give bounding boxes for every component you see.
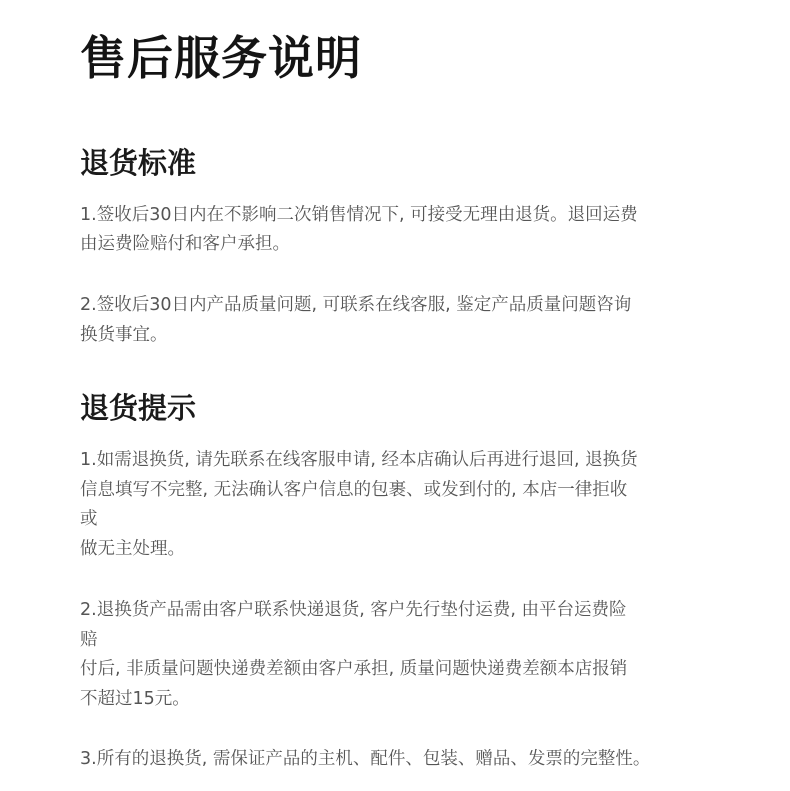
- page-title: 售后服务说明: [80, 31, 362, 85]
- return-tips-item-1-line-4: 做无主处理。: [80, 539, 185, 559]
- section-heading-return-standard: 退货标准: [80, 146, 197, 180]
- return-tips-item-1-line-2: 信息填写不完整, 无法确认客户信息的包裹、或发到付的, 本店一律拒收: [80, 480, 628, 500]
- return-tips-item-3-line-1: 3.所有的退换货, 需保证产品的主机、配件、包装、赠品、发票的完整性。: [80, 749, 651, 769]
- return-tips-item-1-line-1: 1.如需退换货, 请先联系在线客服申请, 经本店确认后再进行退回, 退换货: [80, 450, 638, 470]
- return-tips-item-2-line-3: 付后, 非质量问题快递费差额由客户承担, 质量问题快递费差额本店报销: [80, 659, 628, 679]
- return-tips-item-1-line-3: 或: [80, 509, 98, 529]
- return-standard-item-2-line-2: 换货事宜。: [80, 325, 168, 345]
- return-tips-item-2-line-2: 赔: [80, 630, 98, 650]
- section-heading-return-tips: 退货提示: [80, 391, 197, 425]
- return-standard-item-1-line-2: 由运费险赔付和客户承担。: [80, 234, 290, 254]
- return-tips-item-2-line-4: 不超过15元。: [80, 689, 190, 709]
- return-standard-item-1-line-1: 1.签收后30日内在不影响二次销售情况下, 可接受无理由退货。退回运费: [80, 205, 638, 225]
- return-standard-item-2-line-1: 2.签收后30日内产品质量问题, 可联系在线客服, 鉴定产品质量问题咨询: [80, 295, 632, 315]
- return-tips-item-2-line-1: 2.退换货产品需由客户联系快递退货, 客户先行垫付运费, 由平台运费险: [80, 600, 627, 620]
